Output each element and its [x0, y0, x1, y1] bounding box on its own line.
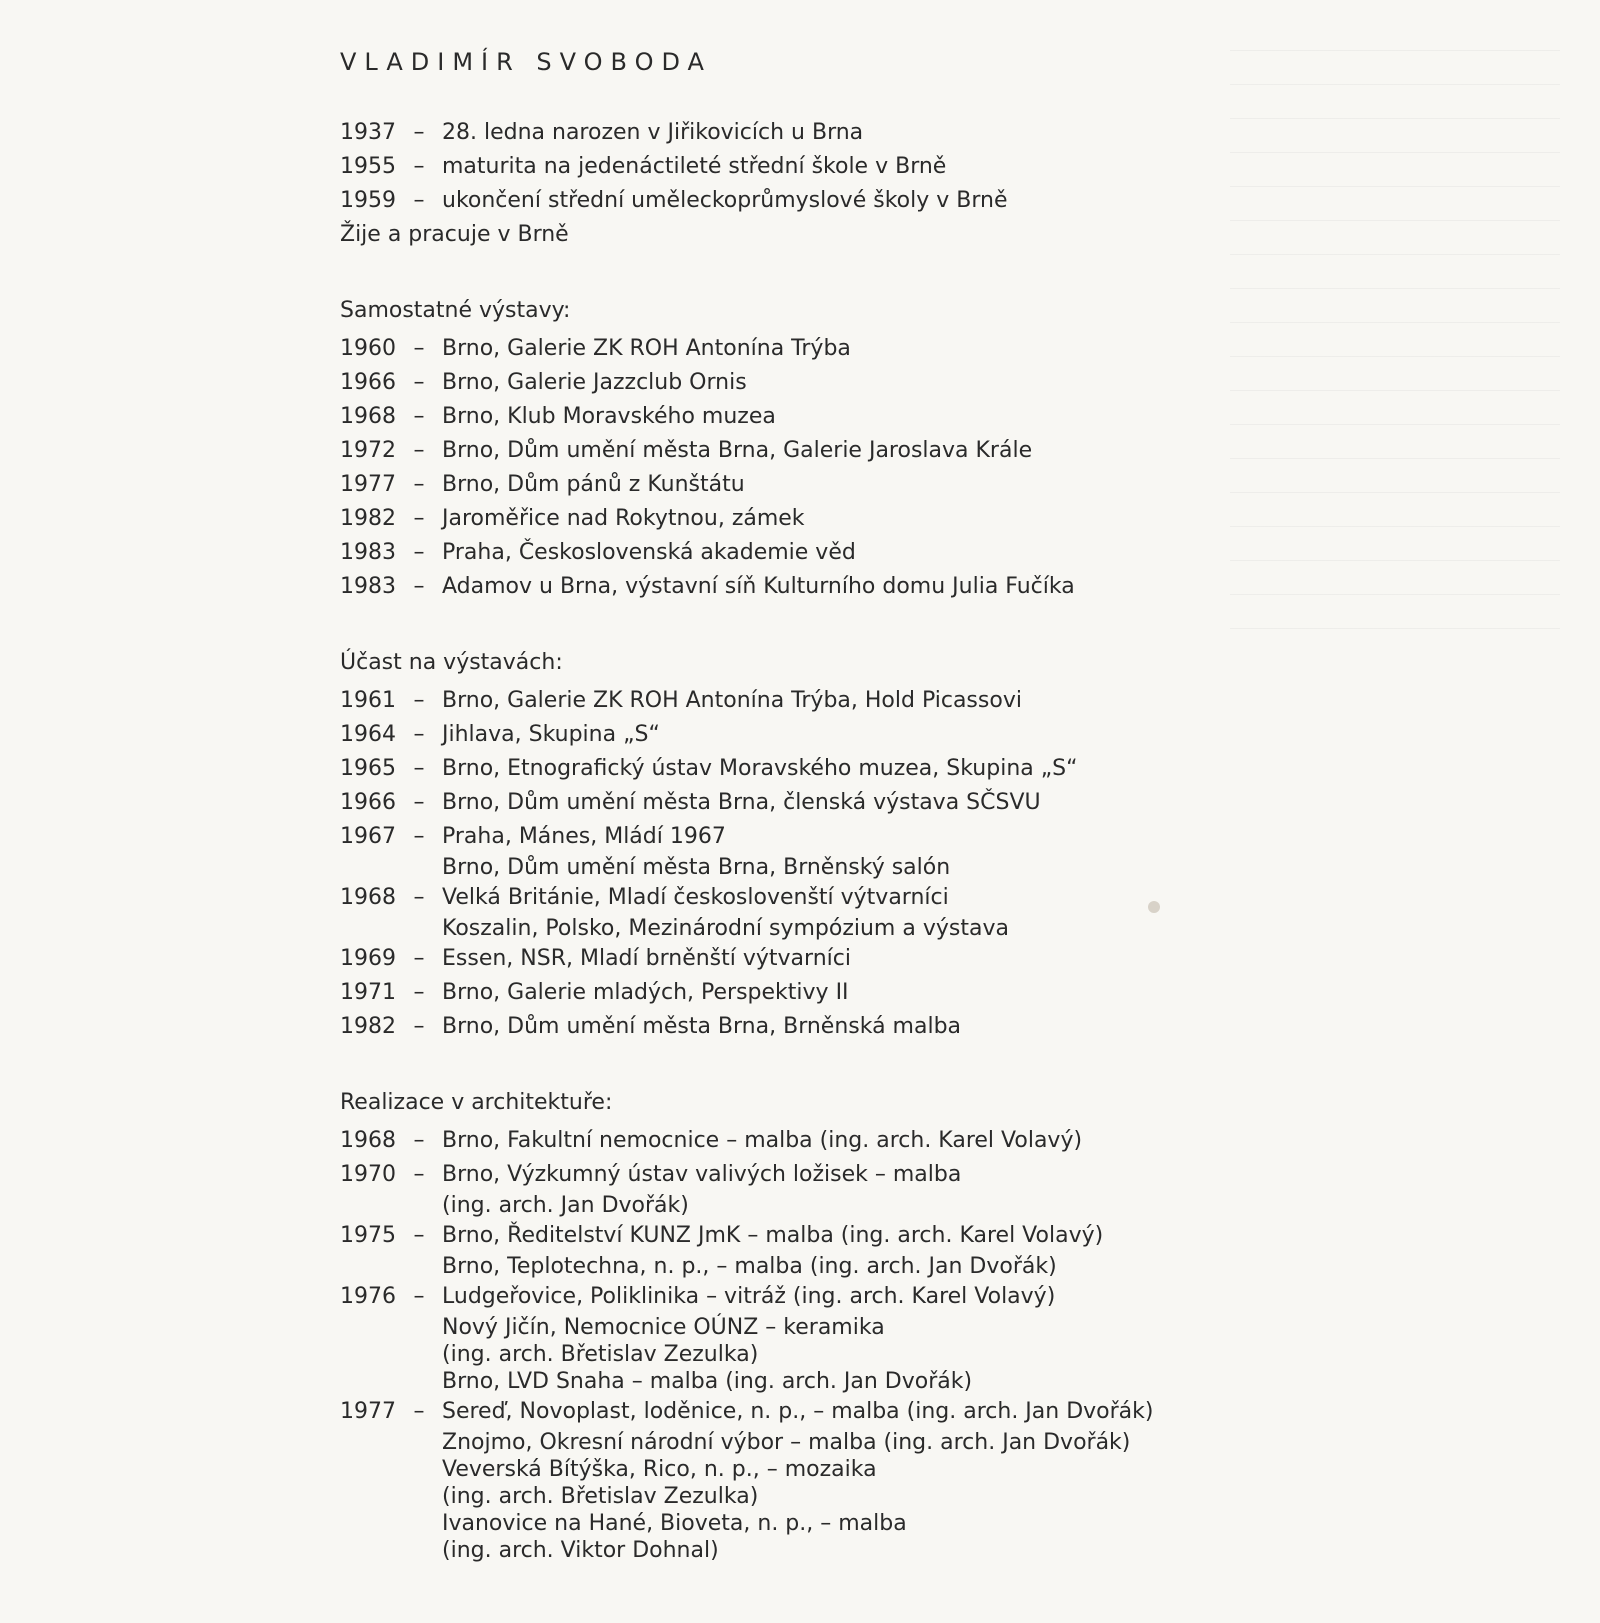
show-through-texture — [1230, 50, 1560, 650]
group-exhibition-entry — [340, 786, 1600, 820]
entry-year: 1983 — [340, 574, 396, 599]
entry-year: 1983 — [340, 540, 396, 565]
group-exhibitions-section — [340, 646, 1600, 1044]
entry-line: Brno, Klub Moravského muzea — [442, 404, 776, 429]
group-exhibitions-list — [340, 684, 1600, 1044]
entry-line: Brno, Galerie mladých, Perspektivy II — [442, 980, 849, 1005]
entry-line: (ing. arch. Břetislav Zezulka) — [442, 1484, 759, 1509]
entry-line: Brno, Dům umění města Brna, Galerie Jaroslava Krále — [442, 438, 1033, 463]
group-exhibition-entry — [340, 718, 1600, 752]
entry-line: Jaroměřice nad Rokytnou, zámek — [442, 506, 805, 531]
entry-dash: – — [413, 120, 425, 145]
paper-stain — [1148, 901, 1160, 913]
entry-line: Veverská Bítýška, Rico, n. p., – mozaika — [442, 1457, 877, 1482]
entry-year: 1960 — [340, 336, 396, 361]
entry-line: (ing. arch. Viktor Dohnal) — [442, 1538, 719, 1563]
entry-line: Brno, Ředitelství KUNZ JmK – malba (ing. arch. Karel Volavý) — [442, 1223, 1104, 1248]
architecture-entry — [340, 1158, 1600, 1219]
entry-line: 28. ledna narozen v Jiřikovicích u Brna — [442, 120, 864, 145]
entry-line: Brno, Výzkumný ústav valivých ložisek – malba — [442, 1162, 962, 1187]
entry-line: Brno, Dům pánů z Kunštátu — [442, 472, 745, 497]
entry-line: Znojmo, Okresní národní výbor – malba (ing. arch. Jan Dvořák) — [442, 1430, 1131, 1455]
entry-line: Praha, Mánes, Mládí 1967 — [442, 824, 726, 849]
entry-year: 1972 — [340, 438, 396, 463]
entry-dash: – — [413, 404, 425, 429]
entry-line: Brno, LVD Snaha – malba (ing. arch. Jan Dvořák) — [442, 1369, 973, 1394]
entry-year: 1964 — [340, 722, 396, 747]
entry-dash: – — [413, 1399, 425, 1424]
entry-lines — [442, 1010, 1600, 1044]
entry-line: Jihlava, Skupina „S“ — [442, 722, 660, 747]
entry-line: Velká Británie, Mladí českoslovenští výtvarníci — [442, 885, 949, 910]
entry-lines — [442, 820, 1600, 881]
architecture-section — [340, 1086, 1600, 1564]
entry-dash: – — [413, 885, 425, 910]
architecture-entry — [340, 1124, 1600, 1158]
entry-year: 1975 — [340, 1223, 396, 1248]
entry-year: 1968 — [340, 1128, 396, 1153]
entry-year: 1970 — [340, 1162, 396, 1187]
entry-line: Ivanovice na Hané, Bioveta, n. p., – malba — [442, 1511, 907, 1536]
entry-lines — [442, 1124, 1600, 1158]
entry-line: maturita na jedenáctileté střední škole v Brně — [442, 154, 947, 179]
entry-line: Ludgeřovice, Poliklinika – vitráž (ing. arch. Karel Volavý) — [442, 1284, 1056, 1309]
entry-lines — [442, 1395, 1600, 1564]
group-exhibition-entry — [340, 820, 1600, 881]
entry-line: Brno, Galerie ZK ROH Antonína Trýba, Hold Picassovi — [442, 688, 1022, 713]
entry-dash: – — [413, 336, 425, 361]
group-exhibition-entry — [340, 684, 1600, 718]
entry-lines — [442, 942, 1600, 976]
entry-line: (ing. arch. Jan Dvořák) — [442, 1193, 689, 1218]
entry-lines — [442, 684, 1600, 718]
entry-line: Brno, Dům umění města Brna, Brněnský salón — [442, 855, 951, 880]
entry-year: 1976 — [340, 1284, 396, 1309]
entry-line: Brno, Fakultní nemocnice – malba (ing. arch. Karel Volavý) — [442, 1128, 1083, 1153]
entry-lines — [442, 786, 1600, 820]
entry-dash: – — [413, 574, 425, 599]
entry-year: 1969 — [340, 946, 396, 971]
entry-dash: – — [413, 946, 425, 971]
entry-lines — [442, 1280, 1600, 1395]
entry-dash: – — [413, 824, 425, 849]
architecture-entry — [340, 1395, 1600, 1564]
entry-year: 1955 — [340, 154, 396, 179]
entry-line: Sereď, Novoplast, loděnice, n. p., – malba (ing. arch. Jan Dvořák) — [442, 1399, 1154, 1424]
entry-dash: – — [413, 1284, 425, 1309]
entry-year: 1977 — [340, 1399, 396, 1424]
entry-dash: – — [413, 1223, 425, 1248]
entry-year: 1937 — [340, 120, 396, 145]
entry-year: 1968 — [340, 885, 396, 910]
entry-line: Nový Jičín, Nemocnice OÚNZ – keramika — [442, 1315, 885, 1340]
entry-dash: – — [413, 506, 425, 531]
entry-dash: – — [413, 370, 425, 395]
bio-note: Žije a pracuje v Brně — [340, 222, 569, 247]
entry-dash: – — [413, 688, 425, 713]
entry-line: Praha, Československá akademie věd — [442, 540, 856, 565]
entry-year: 1971 — [340, 980, 396, 1005]
group-exhibition-entry — [340, 881, 1600, 942]
entry-dash: – — [413, 540, 425, 565]
entry-line: Brno, Dům umění města Brna, Brněnská malba — [442, 1014, 962, 1039]
entry-year: 1961 — [340, 688, 396, 713]
entry-year: 1967 — [340, 824, 396, 849]
group-exhibition-entry — [340, 752, 1600, 786]
architecture-entry — [340, 1219, 1600, 1280]
group-exhibition-entry — [340, 1010, 1600, 1044]
entry-line: Brno, Galerie ZK ROH Antonína Trýba — [442, 336, 851, 361]
entry-line: (ing. arch. Břetislav Zezulka) — [442, 1342, 759, 1367]
entry-year: 1982 — [340, 1014, 396, 1039]
entry-line: Essen, NSR, Mladí brněnští výtvarníci — [442, 946, 851, 971]
architecture-entry — [340, 1280, 1600, 1395]
entry-year: 1965 — [340, 756, 396, 781]
entry-dash: – — [413, 1162, 425, 1187]
entry-year: 1966 — [340, 370, 396, 395]
entry-lines — [442, 976, 1600, 1010]
entry-line: Brno, Etnografický ústav Moravského muzea, Skupina „S“ — [442, 756, 1078, 781]
group-exhibitions-heading: Účast na výstavách: — [340, 650, 563, 675]
entry-lines — [442, 1158, 1600, 1219]
entry-year: 1968 — [340, 404, 396, 429]
entry-line: Koszalin, Polsko, Mezinárodní sympózium a výstava — [442, 916, 1009, 941]
entry-lines — [442, 718, 1600, 752]
entry-line: Brno, Galerie Jazzclub Ornis — [442, 370, 747, 395]
architecture-list — [340, 1124, 1600, 1564]
entry-year: 1959 — [340, 188, 396, 213]
entry-dash: – — [413, 980, 425, 1005]
entry-dash: – — [413, 1014, 425, 1039]
entry-line: Brno, Teplotechna, n. p., – malba (ing. arch. Jan Dvořák) — [442, 1254, 1057, 1279]
entry-line: Brno, Dům umění města Brna, členská výstava SČSVU — [442, 790, 1041, 815]
solo-exhibitions-heading: Samostatné výstavy: — [340, 298, 571, 323]
entry-year: 1977 — [340, 472, 396, 497]
page-title: VLADIMÍR SVOBODA — [340, 48, 712, 76]
entry-line: ukončení střední uměleckoprůmyslové školy v Brně — [442, 188, 1008, 213]
entry-lines — [442, 752, 1600, 786]
entry-dash: – — [413, 438, 425, 463]
entry-year: 1966 — [340, 790, 396, 815]
entry-line: Adamov u Brna, výstavní síň Kulturního domu Julia Fučíka — [442, 574, 1075, 599]
entry-lines — [442, 1219, 1600, 1280]
entry-dash: – — [413, 790, 425, 815]
entry-dash: – — [413, 722, 425, 747]
group-exhibition-entry — [340, 942, 1600, 976]
group-exhibition-entry — [340, 976, 1600, 1010]
entry-year: 1982 — [340, 506, 396, 531]
entry-dash: – — [413, 472, 425, 497]
architecture-heading: Realizace v architektuře: — [340, 1090, 613, 1115]
entry-dash: – — [413, 154, 425, 179]
entry-dash: – — [413, 188, 425, 213]
entry-dash: – — [413, 756, 425, 781]
entry-dash: – — [413, 1128, 425, 1153]
entry-lines — [442, 881, 1600, 942]
